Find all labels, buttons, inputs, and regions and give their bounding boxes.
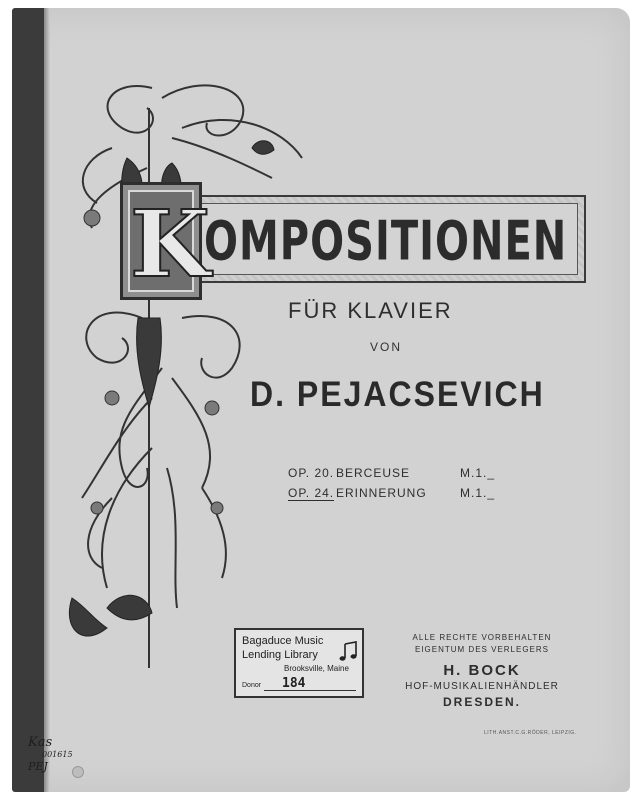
- composer-name: D. PEJACSEVICH: [250, 374, 545, 414]
- work-price: M.1._: [460, 466, 496, 480]
- work-row: [288, 466, 528, 486]
- library-stamp: [234, 628, 364, 698]
- work-opus: OP. 20.: [288, 466, 335, 480]
- publisher-block: [384, 632, 580, 710]
- binding-edge: [44, 8, 50, 792]
- stamp-location: Brooksville, Maine: [284, 664, 349, 673]
- work-opus: OP. 24.: [288, 486, 335, 500]
- binding-spine: [12, 8, 44, 792]
- work-price: M.1._: [460, 486, 496, 500]
- title-text: OMPOSITIONEN: [204, 210, 568, 274]
- handwritten-line-3: PEJ: [28, 760, 48, 773]
- music-notes-icon: [336, 640, 360, 664]
- publisher-name: H. BOCK: [443, 662, 521, 679]
- by-line: VON: [370, 340, 403, 354]
- handwritten-catalog-note: [28, 736, 90, 774]
- title-initial-frame: [120, 182, 210, 300]
- rights-notice: ALLE RECHTE VORBEHALTEN: [412, 633, 552, 642]
- title-initial-letter: K: [130, 190, 210, 298]
- stamp-library-type: Lending Library: [242, 649, 318, 661]
- works-list: [288, 466, 528, 506]
- work-title: BERCEUSE: [336, 466, 411, 480]
- sheet-music-cover: [12, 8, 630, 792]
- stamp-donor-label: Donor: [242, 682, 262, 689]
- floral-ornament: [52, 68, 312, 668]
- ownership-notice: EIGENTUM DES VERLEGERS: [414, 645, 550, 654]
- subtitle: FÜR KLAVIER: [288, 298, 453, 323]
- handwritten-line-1: Kas: [28, 735, 53, 750]
- stamp-library-name: Bagaduce Music: [242, 635, 324, 647]
- pencil-smudge: [72, 766, 84, 778]
- handwritten-line-2: 001615: [42, 750, 73, 759]
- publisher-role: HOF-MUSIKALIENHÄNDLER: [405, 681, 559, 692]
- stamp-donor-value: 184: [282, 676, 306, 691]
- work-title: ERINNERUNG: [336, 486, 427, 500]
- publisher-city: DRESDEN.: [442, 695, 521, 709]
- stamp-donor-line: [264, 690, 356, 691]
- printer-credit: LITH.ANST.C.G.RÖDER, LEIPZIG.: [484, 730, 577, 736]
- title-initial-inner: [128, 190, 210, 298]
- work-row: [288, 486, 528, 506]
